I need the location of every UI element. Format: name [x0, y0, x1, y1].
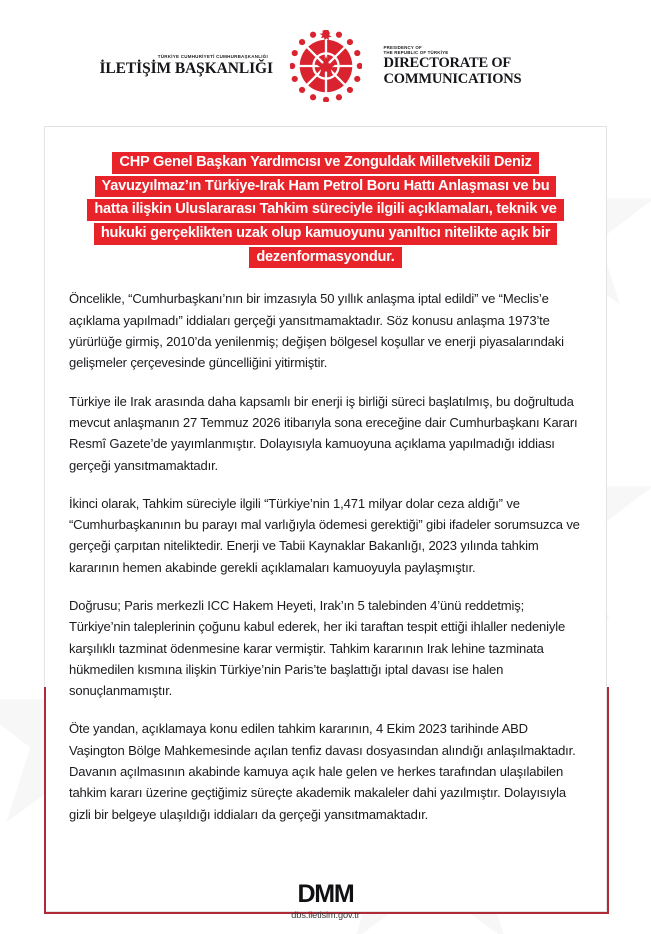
- headline-segment: Yavuzyılmaz’ın Türkiye-Irak Ham Petrol Boru Hattı Anlaşması ve bu: [95, 176, 557, 198]
- headline-line: [69, 151, 582, 175]
- brand-turkish-kicker: TÜRKİYE CUMHURİYETİ CUMHURBAŞKANLIĞI: [157, 53, 268, 59]
- headline-segment: dezenformasyondur.: [249, 247, 401, 269]
- body-paragraph: Öncelikle, “Cumhurbaşkanı’nın bir imzasıyla 50 yıllık anlaşma iptal edildi” ve “Meclis’e açıklama yapılmadı” iddiaları gerçeği yansıtmamaktadır. Söz konusu anlaşma 1973’te yürürlüğe girmiş, 2010’da yenilenmiş; değişen bölgesel koşullar ve enerji piyasalarındaki gelişmeler çerçevesinde güncelliğini yitirmiştir.: [69, 291, 564, 371]
- brand-english-kicker-2: THE REPUBLIC OF TÜRKİYE: [383, 50, 449, 56]
- body-paragraph: Doğrusu; Paris merkezli ICC Hakem Heyeti, Irak’ın 5 talebinden 4’ünü reddetmiş; Türkiye’nin taleplerinin çoğunu kabul ederek, her iki taraftan tespit ettiği ihlaller nedeniyle karşılıklı tazminat ödenmesine karar vermiştir. Tahkim kararının Irak lehine tazminata hükmedilen kısmına ilişkin Türkiye’nin Paris’te başlattığı iptal davası ise halen sonuçlanmamıştır.: [69, 598, 566, 699]
- headline-banner: [69, 151, 582, 269]
- brand-turkish: [100, 55, 272, 77]
- seal-svg: [290, 30, 362, 102]
- masthead: [0, 0, 651, 126]
- headline-line: [69, 198, 582, 222]
- headline-segment: hukuki gerçeklikten uzak olup kamuoyunu yanıltıcı nitelikte açık bir: [94, 223, 557, 245]
- headline-segment: CHP Genel Başkan Yardımcısı ve Zonguldak Milletvekili Deniz: [112, 152, 538, 174]
- statement-body: [69, 288, 582, 825]
- headline-segment: hatta ilişkin Uluslararası Tahkim süreciyle ilgili açıklamaları, teknik ve: [87, 199, 563, 221]
- dmm-url: dbs.iletisim.gov.tr: [291, 910, 360, 920]
- body-paragraph: Türkiye ile Irak arasında daha kapsamlı bir enerji iş birliği süreci başlatılmış, bu doğrultuda mevcut anlaşmanın 27 Temmuz 2026 itibarıyla sona ereceğine dair Cumhurbaşkanı Kararı Resmî Gazete’de yayımlanmıştır. Dolayısıyla kamuoyuna açıklama yapılmadığı iddiası gerçeği yansıtmamaktadır.: [69, 393, 578, 473]
- brand-english-kicker-1: PRESIDENCY OF: [383, 44, 422, 50]
- headline-line: [69, 222, 582, 246]
- brand-turkish-name: İLETİŞİM BAŞKANLIĞI: [99, 59, 273, 77]
- body-paragraph: İkinci olarak, Tahkim süreciyle ilgili “Türkiye’nin 1,471 milyar dolar ceza aldığı” ve “Cumhurbaşkanının bu parayı mal varlığıyla ödemesi gerektiği” gibi ifadeler sorumsuzca ve gerçeği çarpıtan niteliktedir. Enerji ve Tabii Kaynaklar Bakanlığı, 2023 yılında tahkim kararının hemen akabinde gerekli açıklamaları kamuoyuyla paylaşmıştır.: [69, 495, 580, 575]
- card-content: [45, 127, 606, 911]
- dmm-logo: DMM: [297, 880, 354, 908]
- footer: [0, 882, 651, 920]
- statement-card: [44, 126, 607, 912]
- headline-line: [69, 246, 582, 270]
- brand-english-name-2: COMMUNICATIONS: [383, 70, 522, 87]
- headline-line: [69, 175, 582, 199]
- brand-english-name-1: DIRECTORATE OF: [383, 54, 512, 71]
- brand-english: [380, 45, 552, 88]
- body-paragraph: Öte yandan, açıklamaya konu edilen tahkim kararının, 4 Ekim 2023 tarihinde ABD Vaşington Bölge Mahkemesinde açılan tenfiz davası dosyasından alındığı anlaşılmaktadır. Davanın açılmasının akabinde kamuya açık hale gelen ve herkes tarafından ulaşılabilen tahkim kararı üzerine geçtiğimiz süreçte akademik makaleler dahi yazılmıştır. Dolayısıyla gizli bir belgeye ulaşıldığı iddiaları da gerçeği yansıtmamaktadır.: [69, 721, 576, 822]
- turkish-presidency-seal-icon: [290, 30, 362, 102]
